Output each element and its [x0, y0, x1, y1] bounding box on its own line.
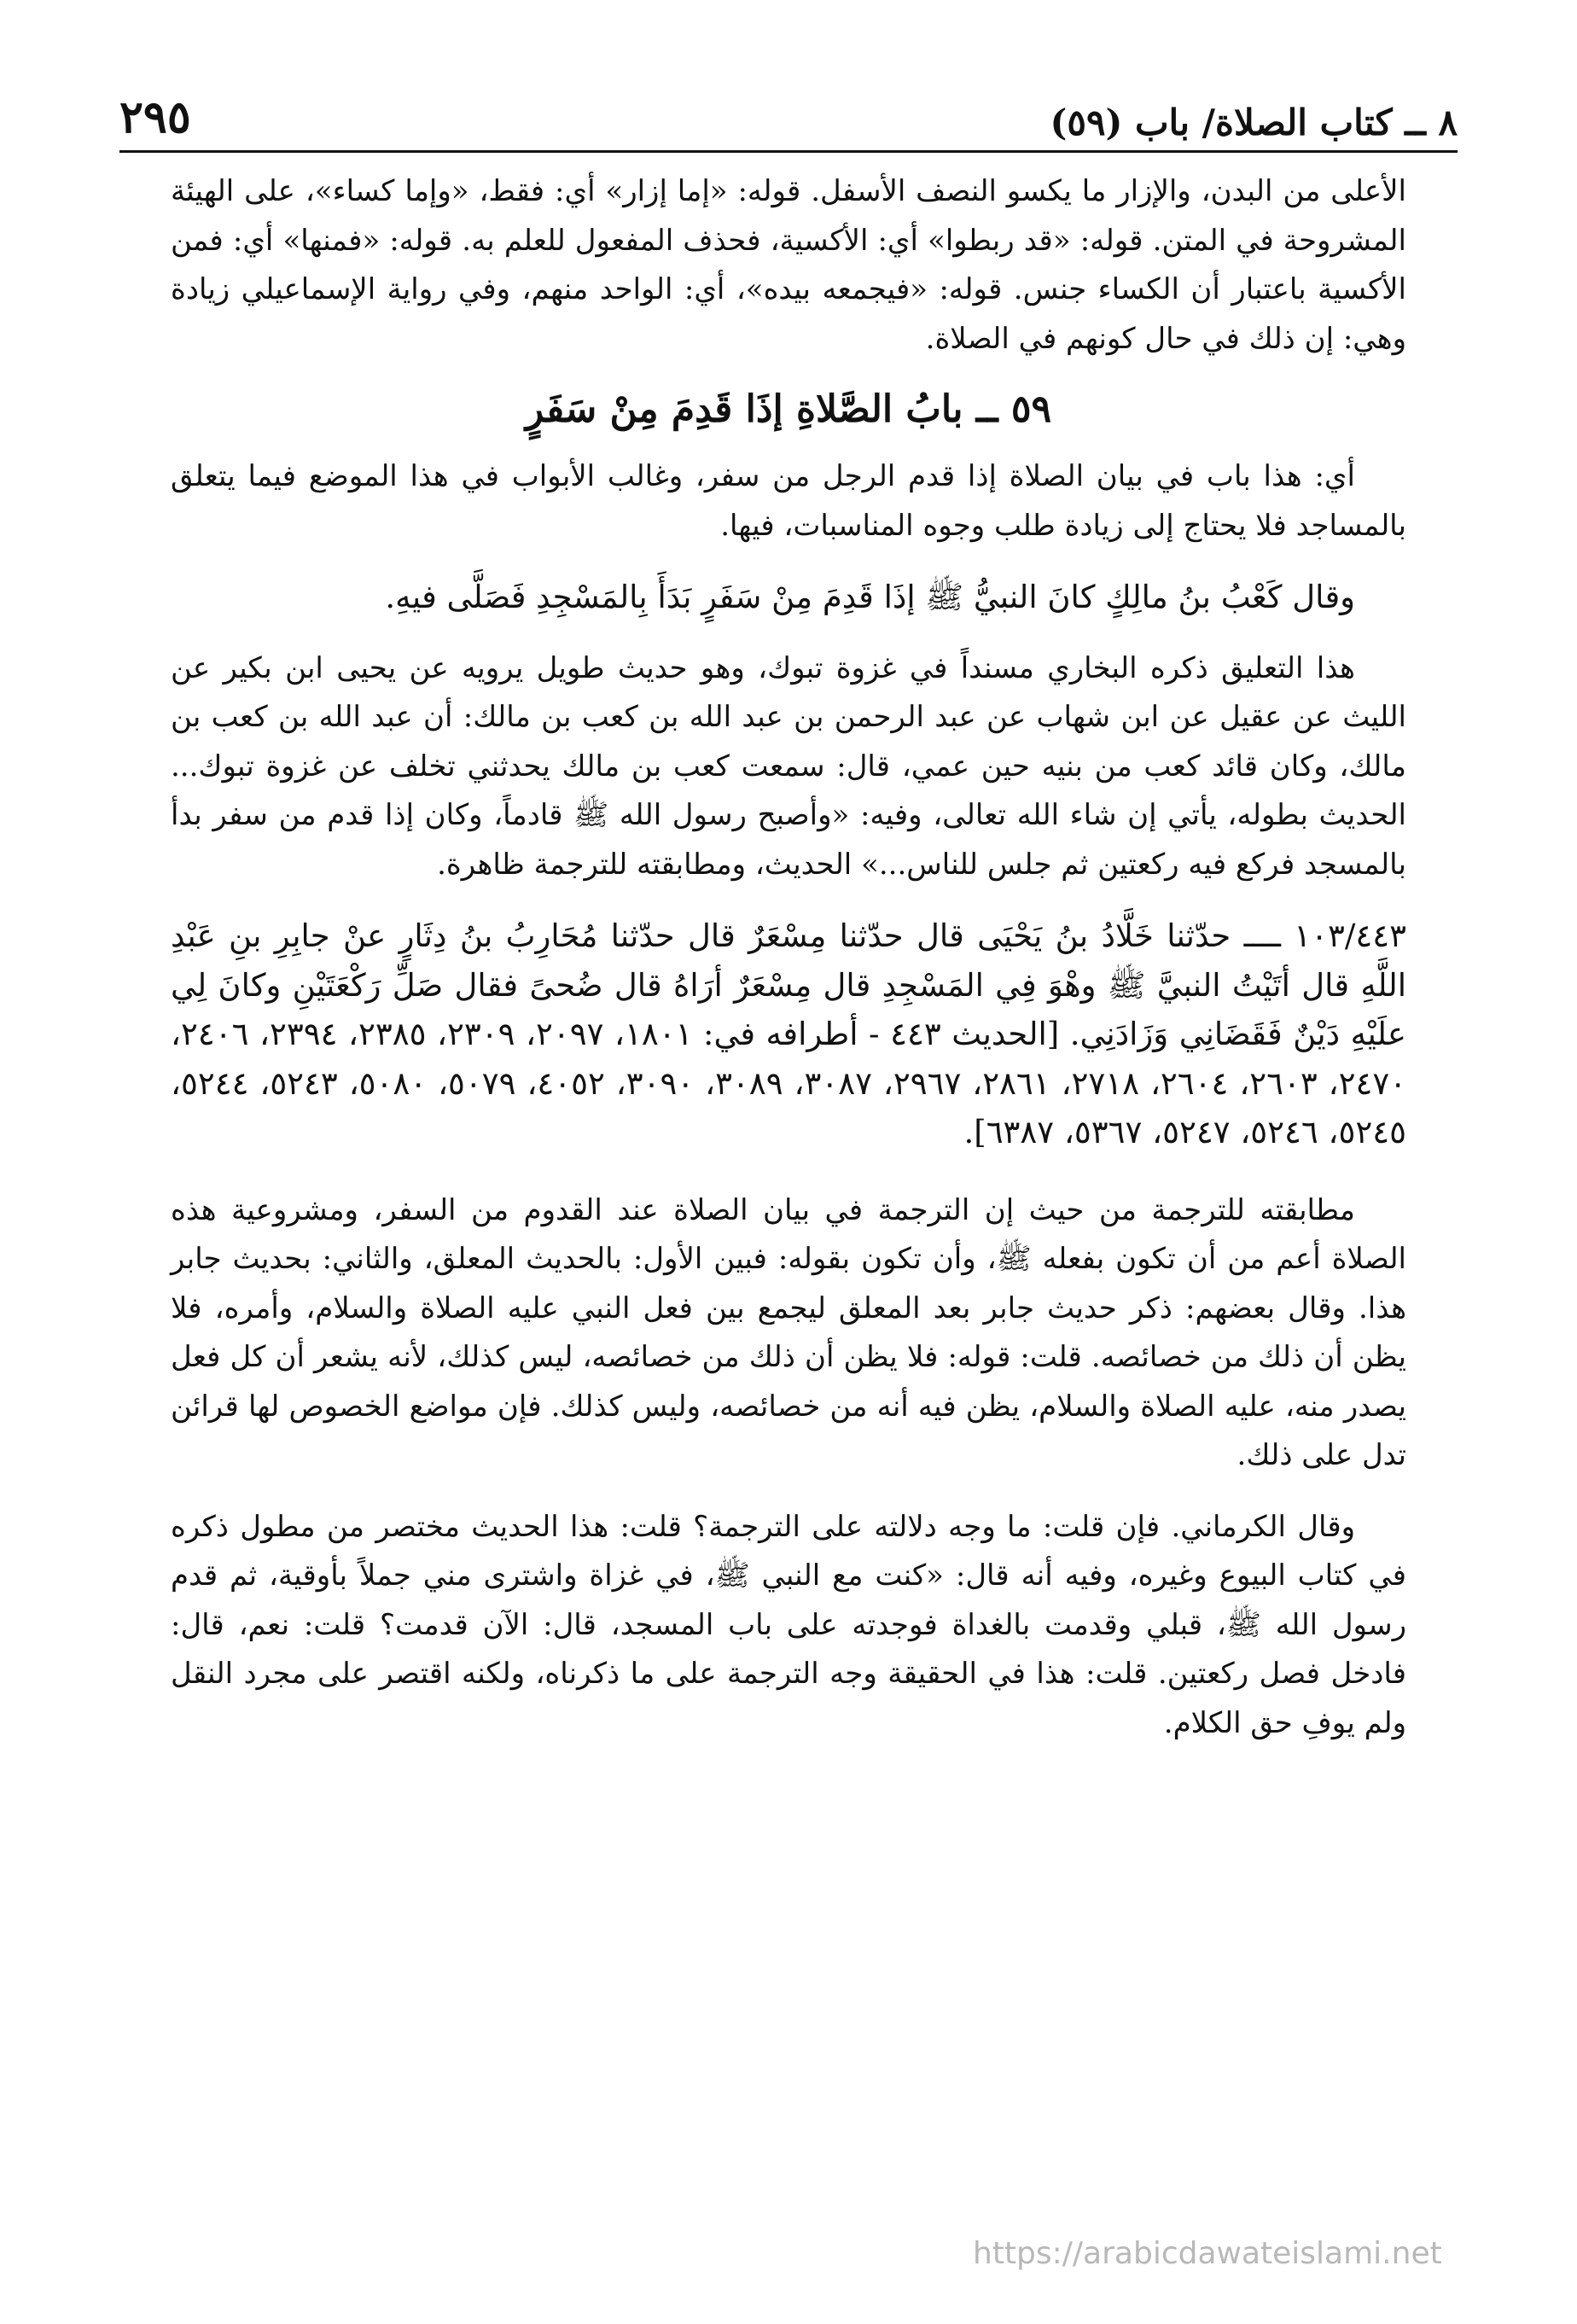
commentary-paragraph-3: هذا التعليق ذكره البخاري مسنداً في غزوة تبوك، وهو حديث طويل يرويه عن يحيى ابن بكير عن الليث عن عقيل عن ابن شهاب عن عبد الرحمن بن عبد الله بن كعب بن مالك: أن عبد الله بن كعب بن مالك، وكان قائد كعب من بنيه حين عمي، قال: سمعت كعب بن مالك يحدثني تخلف عن غزوة تبوك... الحديث بطوله، يأتي إن شاء الله تعالى، وفيه: «وأصبح رسول الله ﷺ قادماً، وكان إذا قدم من سفر بدأ بالمسجد فركع فيه ركعتين ثم جلس للناس...» الحديث، ومطابقته للترجمة ظاهرة.: [171, 650, 1406, 882]
hadith-text: ١٠٣/٤٤٣ ــــ حدّثنا خَلَّادُ بنُ يَحْيَى قال حدّثنا مِسْعَرٌ قال حدّثنا مُحَارِبُ بنُ دِثَارٍ عنْ جابِرِ بنِ عَبْدِ اللَّهِ قال أتَيْتُ النبيَّ ﷺ وهْوَ فِي المَسْجِدِ قال مِسْعَرٌ أرَاهُ قال ضُحىً فقال صَلِّ رَكْعَتَيْنِ وكانَ لِي علَيْهِ دَيْنٌ فَقَضَانِي وَزَادَنِي. [الحديث ٤٤٣ - أطرافه في: ١٨٠١، ٢٠٩٧، ٢٣٠٩، ٢٣٨٥، ٢٣٩٤، ٢٤٠٦، ٢٤٧٠، ٢٦٠٣، ٢٦٠٤، ٢٧١٨، ٢٨٦١، ٢٩٦٧، ٣٠٨٧، ٣٠٨٩، ٣٠٩٠، ٤٠٥٢، ٥٠٧٩، ٥٠٨٠، ٥٢٤٣، ٥٢٤٤، ٥٢٤٥، ٥٢٤٦، ٥٢٤٧، ٥٣٦٧، ٦٣٨٧].: [171, 917, 1407, 1150]
running-title: ٨ ــ كتاب الصلاة/ باب (٥٩): [1050, 102, 1458, 143]
commentary-paragraph-2: أي: هذا باب في بيان الصلاة إذا قدم الرجل من سفر، وغالب الأبواب في هذا الموضع فيما يتعلق بالمساجد فلا يحتاج إلى زيادة طلب وجوه المناسبات، فيها.: [171, 459, 1406, 543]
commentary-paragraph-4: مطابقته للترجمة من حيث إن الترجمة في بيان الصلاة عند القدوم من السفر، ومشروعية هذه الصلاة أعم من أن تكون بفعله ﷺ، وأن تكون بقوله: فبين الأول: بالحديث المعلق، والثاني: بحديث جابر هذا. وقال بعضهم: ذكر حديث جابر بعد المعلق ليجمع بين فعل النبي عليه الصلاة والسلام، وأمره، فلا يظن أن ذلك من خصائصه. قلت: قوله: فلا يظن أن ذلك من خصائصه، ليس كذلك، لأنه يشعر أن كل فعل يصدر منه، عليه الصلاة والسلام، يظن فيه أنه من خصائصه، وليس كذلك. فإن مواضع الخصوص لها قرائن تدل على ذلك.: [171, 1192, 1406, 1472]
commentary-paragraph-5: وقال الكرماني. فإن قلت: ما وجه دلالته على الترجمة؟ قلت: هذا الحديث مختصر من مطول ذكره في كتاب البيوع وغيره، وفيه أنه قال: «كنت مع النبي ﷺ، في غزاة واشترى مني جملاً بأوقية، ثم قدم رسول الله ﷺ، قبلي وقدمت بالغداة فوجدته على باب المسجد، قال: الآن قدمت؟ قلت: نعم، قال: فادخل فصل ركعتين. قلت: هذا في الحقيقة وجه الترجمة على ما ذكرناه، ولكنه اقتصر على مجرد النقل ولم يوفِ حق الكلام.: [171, 1509, 1406, 1740]
chapter-title: ٥٩ ــ بابُ الصَّلاةِ إذَا قَدِمَ مِنْ سَفَرٍ: [525, 387, 1052, 431]
page-header: [119, 75, 1458, 143]
commentary-paragraph-1: الأعلى من البدن، والإزار ما يكسو النصف الأسفل. قوله: «إما إزار» أي: فقط، «وإما كساء»، على الهيئة المشروحة في المتن. قوله: «قد ربطوا» أي: الأكسية، فحذف المفعول للعلم به. قوله: «فمنها» أي: فمن الأكسية باعتبار أن الكساء جنس. قوله: «فيجمعه بيده»، أي: الواحد منهم، وفي رواية الإسماعيلي زيادة وهي: إن ذلك في حال كونهم في الصلاة.: [171, 174, 1406, 356]
page-number: ٢٩٥: [119, 91, 191, 143]
mualaq-text: وقال كَعْبُ بنُ مالِكٍ كانَ النبيُّ ﷺ إذَا قَدِمَ مِنْ سَفَرٍ بَدَأَ بِالمَسْجِدِ فَصَلَّى فيهِ.: [385, 579, 1355, 615]
page-body: [171, 167, 1406, 1748]
watermark-url: https://arabicdawateislami.net: [973, 2236, 1442, 2271]
header-rule: [119, 150, 1458, 153]
